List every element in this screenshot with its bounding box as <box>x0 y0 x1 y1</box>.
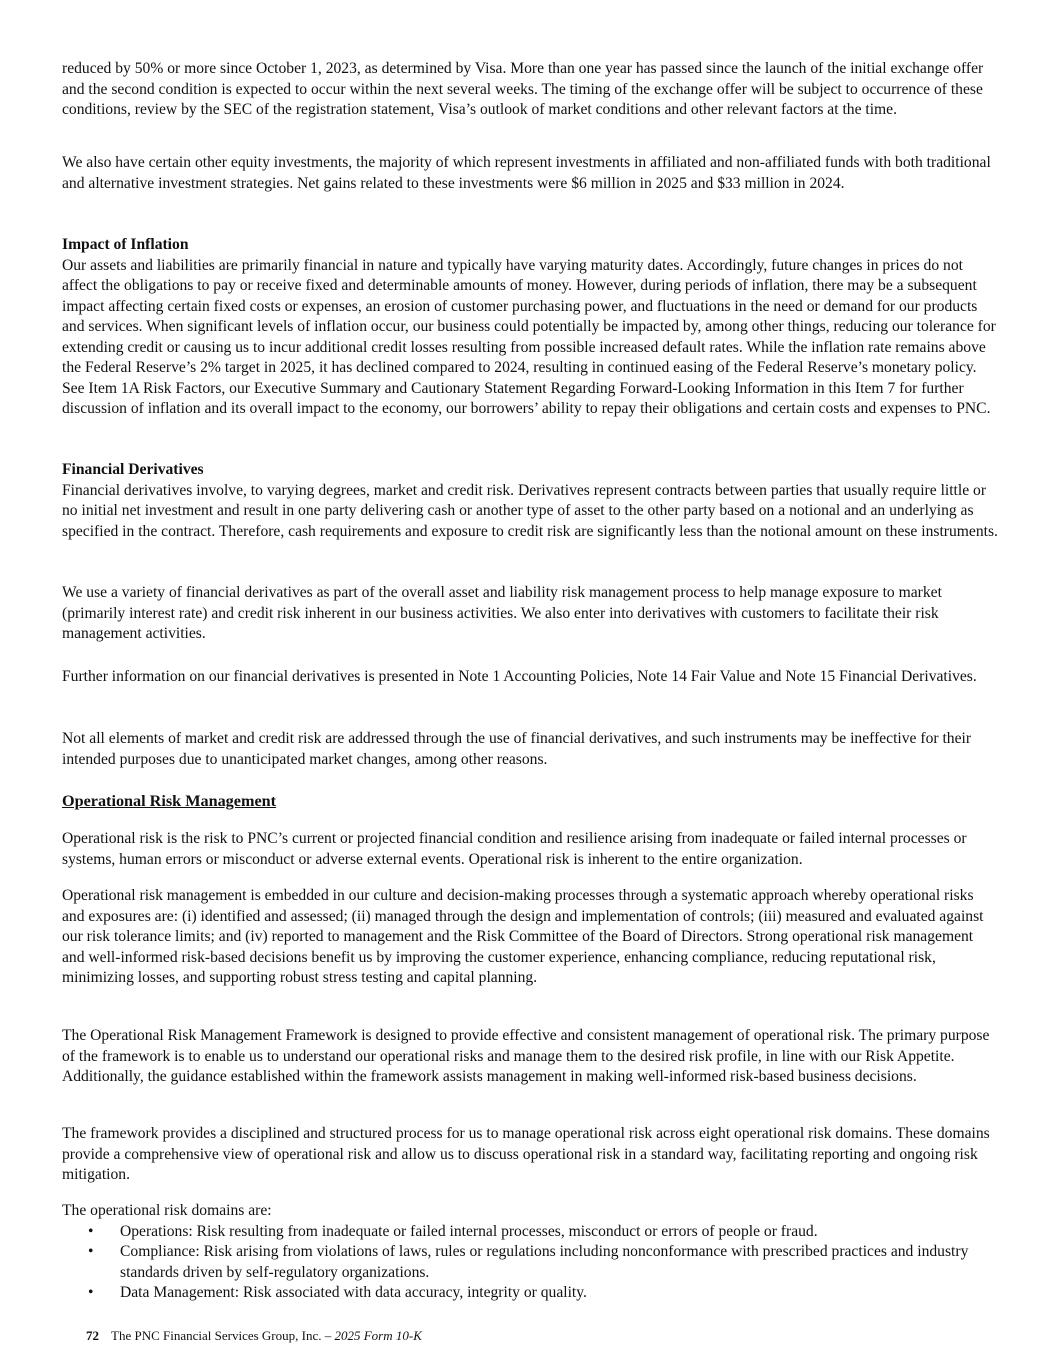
paragraph-derivatives-use: We use a variety of financial derivatives as part of the overall asset and liability risk management process to help manage exposure to market (primarily interest rate) and credit risk inherent in our business activities. We also enter into derivatives with customers to facilitate their risk management activities. <box>62 584 942 642</box>
list-item <box>62 1283 998 1304</box>
bullet-icon: • <box>88 1222 94 1240</box>
list-item-text: Data Management: Risk associated with data accuracy, integrity or quality. <box>120 1284 587 1301</box>
paragraph-equity-investments: We also have certain other equity investments, the majority of which represent investments in affiliated and non-affiliated funds with both traditional and alternative investment strategies. Net gains related to these investments were $6 million in 2025 and $33 million in 2024. <box>62 154 991 192</box>
paragraph-derivatives-notes: Further information on our financial derivatives is presented in Note 1 Accounting Policies, Note 14 Fair Value and Note 15 Financial Derivatives. <box>62 668 977 685</box>
paragraph-operational-risk-framework: The Operational Risk Management Framework is designed to provide effective and consistent management of operational risk. The primary purpose of the framework is to enable us to understand our operational risks and manage them to the desired risk profile, in line with our Risk Appetite. Additionally, the guidance established within the framework assists management in making well-informed risk-based business decisions. <box>62 1027 990 1085</box>
list-item-text: Compliance: Risk arising from violations of laws, rules or regulations including nonconformance with prescribed practices and industry standards driven by self-regulatory organizations. <box>120 1243 969 1281</box>
risk-domains-list-section <box>62 1201 998 1304</box>
paragraph-operational-risk-culture: Operational risk management is embedded in our culture and decision-making processes through a systematic approach whereby operational risks and exposures are: (i) identified and assessed; (ii) managed through the design and implementation of controls; (iii) measured and evaluated against our risk tolerance limits; and (iv) reported to management and the Risk Committee of the Board of Directors. Strong operational risk management and well-informed risk-based decisions benefit us by improving the customer experience, enhancing compliance, reducing reputational risk, minimizing losses, and supporting robust stress testing and capital planning. <box>62 887 984 986</box>
paragraph-derivatives: Financial derivatives involve, to varying degrees, market and credit risk. Derivatives represent contracts between parties that usually require little or no initial net investment and result in one party delivering cash or another type of asset to the other party based on a notional and an underlying as specified in the contract. Therefore, cash requirements and exposure to credit risk are significantly less than the notional amount on these instruments. <box>62 481 998 540</box>
paragraph-derivatives-limits: Not all elements of market and credit risk are addressed through the use of financial derivatives, and such instruments may be ineffective for their intended purposes due to unanticipated market changes, among other reasons. <box>62 730 972 768</box>
section-heading: Impact of Inflation <box>62 236 189 253</box>
list-item <box>62 1242 998 1283</box>
section-heading-operational-risk <box>62 791 998 813</box>
page-footer <box>86 1326 422 1347</box>
bullet-icon: • <box>88 1284 94 1301</box>
section-heading: Financial Derivatives <box>62 461 204 478</box>
page-number: 72 <box>86 1328 99 1343</box>
footer-company: The PNC Financial Services Group, Inc. – <box>111 1328 335 1343</box>
section-impact-of-inflation <box>62 235 998 420</box>
section-financial-derivatives <box>62 460 998 542</box>
paragraph-visa-exchange: reduced by 50% or more since October 1, 2023, as determined by Visa. More than one year has passed since the launch of the initial exchange offer and the second condition is expected to occur within the next several weeks. The timing of the exchange offer will be subject to occurrence of these conditions, review by the SEC of the registration statement, Visa’s outlook of market conditions and other relevant factors at the time. <box>62 60 984 118</box>
section-heading: Operational Risk Management <box>62 792 277 810</box>
list-intro: The operational risk domains are: <box>62 1202 272 1219</box>
list-item <box>62 1222 998 1243</box>
paragraph-inflation: Our assets and liabilities are primarily financial in nature and typically have varying maturity dates. Accordingly, future changes in prices do not affect the obligations to pay or receive fixed and determinable amounts of money. However, during periods of inflation, there may be a subsequent impact affecting certain fixed costs or expenses, an erosion of customer purchasing power, and fluctuations in the need or demand for our products and services. When significant levels of inflation occur, our business could potentially be impacted by, among other things, reducing our tolerance for extending credit or causing us to incur additional credit losses resulting from possible increased default rates. While the inflation rate remains above the Federal Reserve’s 2% target in 2025, it has declined compared to 2024, resulting in continued easing of the Federal Reserve’s monetary policy. See Item 1A Risk Factors, our Executive Summary and Cautionary Statement Regarding Forward-Looking Information in this Item 7 for further discussion of inflation and its overall impact to the economy, our borrowers’ ability to repay their obligations and certain costs and expenses to PNC. <box>62 256 996 417</box>
bullet-icon: • <box>88 1243 94 1260</box>
risk-domains-list <box>62 1222 998 1304</box>
paragraph-operational-risk-domains: The framework provides a disciplined and structured process for us to manage operational risk across eight operational risk domains. These domains provide a comprehensive view of operational risk and allow us to discuss operational risk in a standard way, facilitating reporting and ongoing risk mitigation. <box>62 1125 990 1183</box>
paragraph-operational-risk-definition: Operational risk is the risk to PNC’s current or projected financial condition and resilience arising from inadequate or failed internal processes or systems, human errors or misconduct or adverse external events. Operational risk is inherent to the entire organization. <box>62 830 967 868</box>
list-item-text: Operations: Risk resulting from inadequate or failed internal processes, misconduct or errors of people or fraud. <box>120 1222 818 1240</box>
footer-form: 2025 Form 10-K <box>334 1328 422 1343</box>
